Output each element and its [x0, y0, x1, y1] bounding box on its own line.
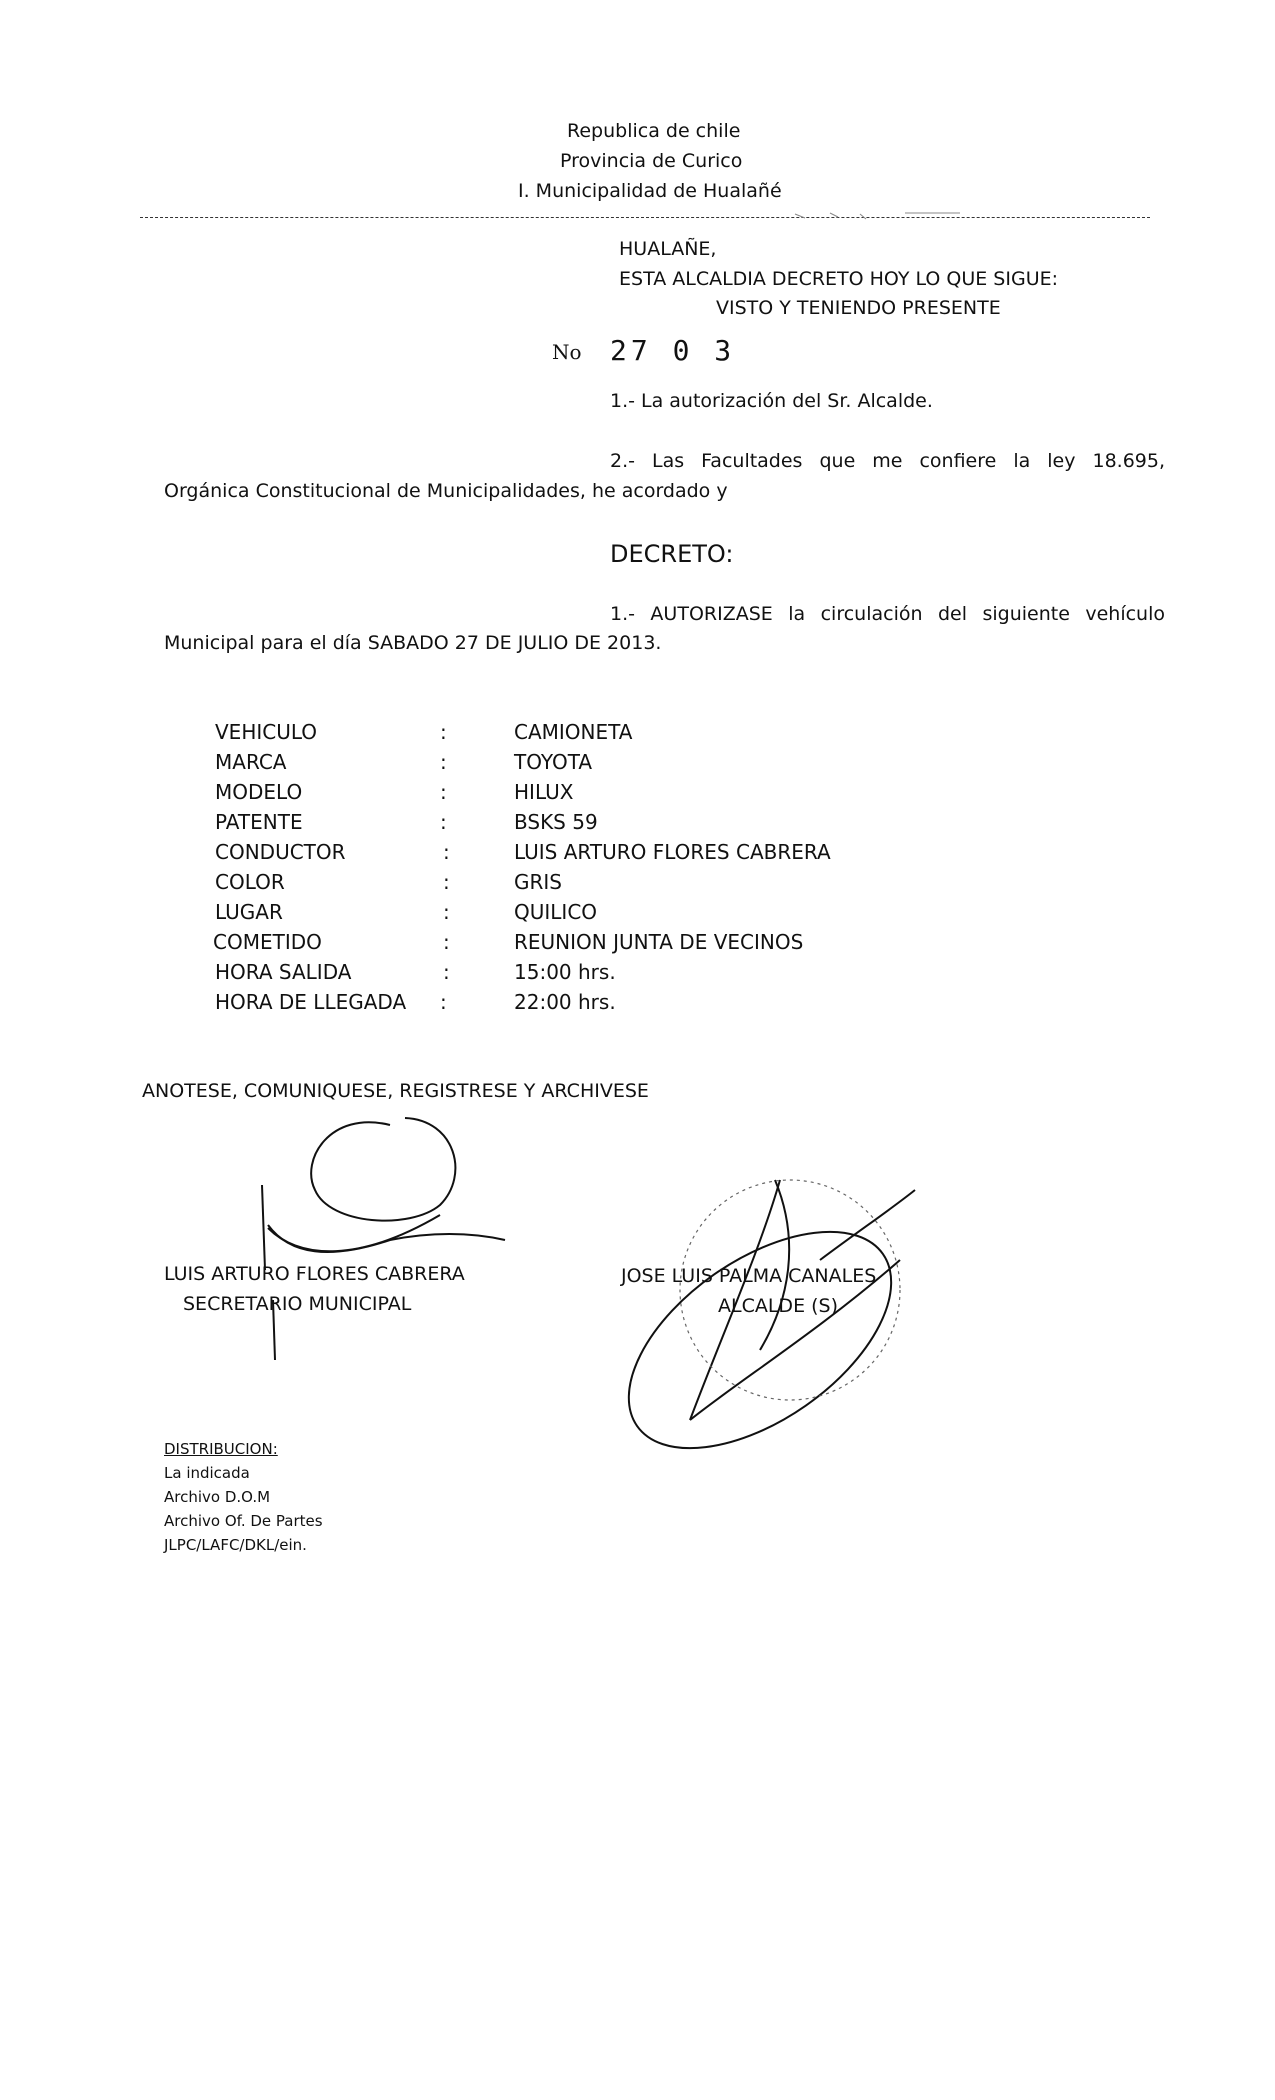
header-republic: Republica de chile: [567, 120, 741, 142]
left-signature-icon: [262, 1118, 505, 1360]
closing-formula: ANOTESE, COMUNIQUESE, REGISTRESE Y ARCHIVESE: [142, 1080, 649, 1102]
left-signatory-title: SECRETARIO MUNICIPAL: [183, 1293, 412, 1315]
brand-label: MARCA: [215, 750, 287, 774]
brand-colon: :: [440, 750, 447, 774]
header-municipality: I. Municipalidad de Hualañé: [518, 180, 782, 202]
color-value: GRIS: [514, 870, 562, 894]
model-colon: :: [440, 780, 447, 804]
vehicle-colon: :: [440, 720, 447, 744]
distribution-title: DISTRIBUCION:: [164, 1440, 278, 1458]
right-signatory-name: JOSE LUIS PALMA CANALES: [621, 1265, 877, 1287]
place-colon: :: [443, 900, 450, 924]
brand-value: TOYOTA: [514, 750, 593, 774]
visto-item-1: 1.- La autorización del Sr. Alcalde.: [610, 390, 933, 412]
right-signature-icon: [591, 1180, 929, 1492]
driver-value: LUIS ARTURO FLORES CABRERA: [514, 840, 831, 864]
distribution-item: La indicada: [164, 1464, 250, 1482]
intro-line-2: VISTO Y TENIENDO PRESENTE: [716, 297, 1001, 319]
visto-item-2b: Orgánica Constitucional de Municipalidades, he acordado y: [164, 480, 728, 502]
color-label: COLOR: [215, 870, 285, 894]
plate-value: BSKS 59: [514, 810, 598, 834]
header-marks-icon: [795, 213, 960, 219]
distribution-item: JLPC/LAFC/DKL/ein.: [164, 1536, 307, 1554]
stamp-icon: [680, 1180, 900, 1400]
vehicle-label: VEHICULO: [215, 720, 318, 744]
driver-label: CONDUCTOR: [215, 840, 346, 864]
intro-city: HUALAÑE,: [619, 238, 717, 260]
purpose-colon: :: [443, 930, 450, 954]
plate-label: PATENTE: [215, 810, 303, 834]
departure-label: HORA SALIDA: [215, 960, 352, 984]
distribution-item: Archivo D.O.M: [164, 1488, 271, 1506]
decreto-title: DECRETO:: [610, 540, 734, 568]
departure-colon: :: [443, 960, 450, 984]
decreto-item-1a: 1.- AUTORIZASE la circulación del siguiente vehículo: [610, 603, 1165, 625]
arrival-colon: :: [440, 990, 447, 1014]
header-province: Provincia de Curico: [560, 150, 743, 172]
purpose-value: REUNION JUNTA DE VECINOS: [514, 930, 804, 954]
arrival-label: HORA DE LLEGADA: [215, 990, 407, 1014]
arrival-value: 22:00 hrs.: [514, 990, 616, 1014]
vehicle-value: CAMIONETA: [514, 720, 633, 744]
plate-colon: :: [440, 810, 447, 834]
decree-number-prefix: No: [552, 340, 582, 364]
color-colon: :: [443, 870, 450, 894]
right-signatory-title: ALCALDE (S): [718, 1295, 838, 1317]
intro-line-1: ESTA ALCALDIA DECRETO HOY LO QUE SIGUE:: [619, 268, 1059, 290]
driver-colon: :: [443, 840, 450, 864]
place-value: QUILICO: [514, 900, 598, 924]
visto-item-2a: 2.- Las Facultades que me confiere la ley 18.695,: [610, 450, 1165, 472]
purpose-label: COMETIDO: [213, 930, 322, 954]
decree-number-value: 27 0 3: [610, 334, 736, 367]
distribution-item: Archivo Of. De Partes: [164, 1512, 323, 1530]
decreto-item-1b: Municipal para el día SABADO 27 DE JULIO DE 2013.: [164, 632, 662, 654]
model-value: HILUX: [514, 780, 574, 804]
departure-value: 15:00 hrs.: [514, 960, 616, 984]
left-signatory-name: LUIS ARTURO FLORES CABRERA: [164, 1263, 465, 1285]
model-label: MODELO: [215, 780, 303, 804]
place-label: LUGAR: [215, 900, 283, 924]
